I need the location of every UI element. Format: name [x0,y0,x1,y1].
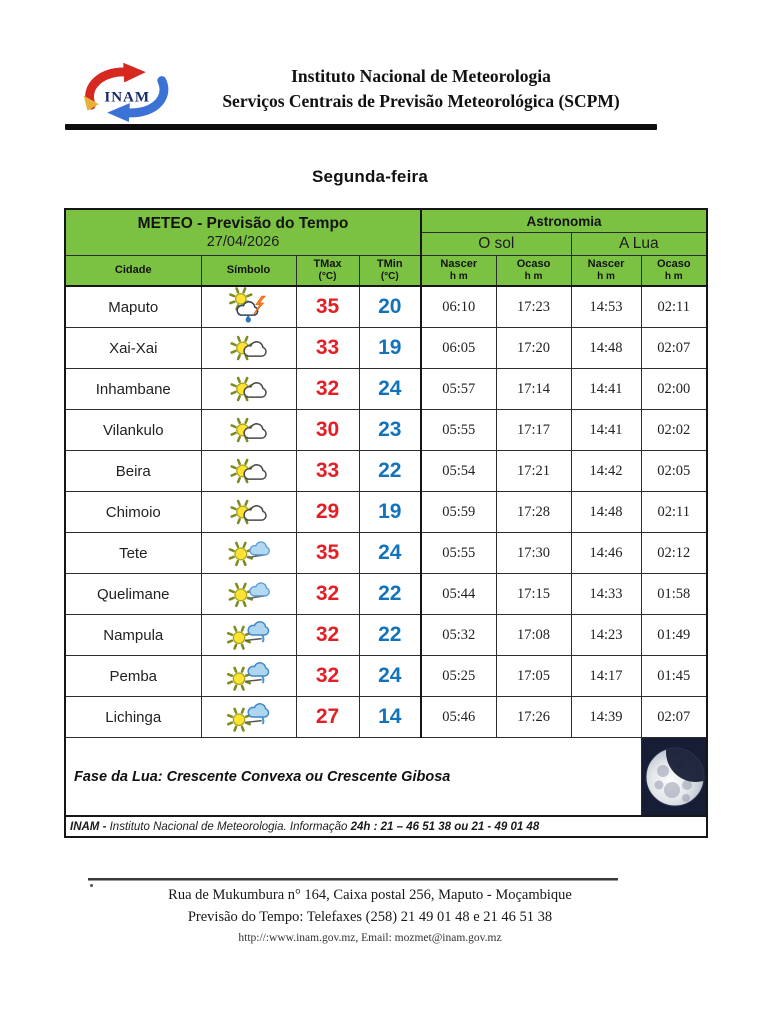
sun-set-cell: 17:30 [496,533,571,574]
table-row [65,369,707,410]
forecast-body [65,286,707,738]
info-bar [65,816,707,837]
tmin-cell: 19 [359,328,421,369]
sun-cloud-icon [202,492,296,532]
sun-rise-cell: 05:55 [421,533,496,574]
moon-rise-cell: 14:53 [571,286,641,328]
moon-set-cell: 02:11 [641,492,707,533]
sun-cloud-icon [202,328,296,368]
sun-rise-unit: h m [449,271,468,283]
city-cell: Pemba [65,656,201,697]
sun-set-label: Ocaso [516,258,551,271]
table-row [65,328,707,369]
col-header-tmin [359,256,421,287]
tmax-unit: (°C) [318,271,337,283]
sun-smallcloud-icon [202,533,296,573]
org-title-line1: Instituto Nacional de Meteorologia [291,66,551,86]
info-bar-phones: 24h : 21 – 46 51 38 ou 21 - 49 01 48 [350,820,540,833]
sun-set-unit: h m [524,271,543,283]
tmax-cell: 27 [296,697,359,738]
tmax-cell: 29 [296,492,359,533]
sun-rise-cell: 05:32 [421,615,496,656]
tmin-cell: 24 [359,656,421,697]
footer-divider [88,878,618,881]
tmin-cell: 24 [359,533,421,574]
moon-rise-cell: 14:17 [571,656,641,697]
moon-rise-label: Nascer [587,258,625,271]
moon-rise-unit: h m [597,271,615,283]
meteo-header-cell [65,209,421,256]
tmin-label: TMin [376,258,403,271]
city-cell: Beira [65,451,201,492]
table-row [65,451,707,492]
tmax-cell: 35 [296,286,359,328]
city-cell: Vilankulo [65,410,201,451]
footer-web-email: http://:www.inam.gov.mz, Email: mozmet@inam.gov.mz [238,931,502,944]
table-row [65,574,707,615]
col-header-moon-set [641,256,707,287]
table-row [65,492,707,533]
symbol-cell [201,574,296,615]
col-header-sun-rise [421,256,496,287]
moon-rise-cell: 14:48 [571,492,641,533]
moon-phase-text: Fase da Lua: Crescente Convexa ou Crescente Gibosa [65,738,641,817]
org-title [184,64,658,113]
city-cell: Inhambane [65,369,201,410]
moon-section-header: A Lua [571,233,707,256]
moon-rise-cell: 14:39 [571,697,641,738]
tmax-cell: 30 [296,410,359,451]
tmin-cell: 22 [359,574,421,615]
sun-smallcloud-icon [202,574,296,614]
sun-raincloud-icon [202,697,296,737]
header-divider [65,124,657,130]
city-cell: Lichinga [65,697,201,738]
moon-rise-cell: 14:23 [571,615,641,656]
tmin-cell: 24 [359,369,421,410]
tmax-cell: 35 [296,533,359,574]
sun-set-cell: 17:28 [496,492,571,533]
symbol-cell [201,697,296,738]
table-row [65,533,707,574]
moon-rise-cell: 14:48 [571,328,641,369]
moon-set-cell: 02:05 [641,451,707,492]
tmax-cell: 33 [296,328,359,369]
weekday-title: Segunda-feira [312,167,428,186]
city-cell: Xai-Xai [65,328,201,369]
symbol-cell [201,451,296,492]
inam-logo-icon [68,58,186,122]
sun-set-cell: 17:17 [496,410,571,451]
sun-rise-cell: 06:05 [421,328,496,369]
sun-raincloud-icon [202,656,296,696]
info-bar-middle: Instituto Nacional de Meteorologia. Informação [106,820,351,833]
col-header-city: Cidade [65,256,201,287]
tmax-cell: 32 [296,656,359,697]
city-cell: Maputo [65,286,201,328]
city-cell: Quelimane [65,574,201,615]
symbol-cell [201,328,296,369]
moon-rise-cell: 14:46 [571,533,641,574]
sun-raincloud-icon [202,615,296,655]
moon-set-cell: 02:02 [641,410,707,451]
tmax-cell: 33 [296,451,359,492]
tmin-cell: 14 [359,697,421,738]
sun-set-cell: 17:05 [496,656,571,697]
tmin-cell: 19 [359,492,421,533]
symbol-cell [201,615,296,656]
col-header-symbol: Símbolo [201,256,296,287]
moon-set-cell: 02:11 [641,286,707,328]
tmin-cell: 20 [359,286,421,328]
tmax-label: TMax [313,258,342,271]
col-header-tmax [296,256,359,287]
sun-set-cell: 17:08 [496,615,571,656]
sun-rise-label: Nascer [440,258,478,271]
moon-set-unit: h m [664,271,683,283]
sun-cloud-icon [202,369,296,409]
moon-phase-image [641,738,707,817]
city-cell: Chimoio [65,492,201,533]
forecast-date: 27/04/2026 [206,234,280,250]
col-header-sun-set [496,256,571,287]
document-footer [64,884,676,947]
forecast-head [65,209,707,286]
moon-rise-cell: 14:41 [571,410,641,451]
symbol-cell [201,656,296,697]
sun-set-cell: 17:14 [496,369,571,410]
moon-rise-cell: 14:41 [571,369,641,410]
info-bar-prefix: INAM - [70,820,107,833]
moon-set-cell: 02:00 [641,369,707,410]
sun-rise-cell: 05:57 [421,369,496,410]
sun-rise-cell: 05:25 [421,656,496,697]
moon-set-cell: 01:49 [641,615,707,656]
sun-cloud-icon [202,410,296,450]
table-row [65,615,707,656]
sun-section-header: O sol [421,233,571,256]
footer-phones: Previsão do Tempo: Telefaxes (258) 21 49 01 48 e 21 46 51 38 [187,909,553,926]
sun-cloud-icon [202,451,296,491]
moon-set-cell: 02:07 [641,697,707,738]
sun-rise-cell: 05:55 [421,410,496,451]
symbol-cell [201,410,296,451]
org-title-line2: Serviços Centrais de Previsão Meteorológica (SCPM) [222,90,620,111]
col-header-moon-rise [571,256,641,287]
sun-set-cell: 17:15 [496,574,571,615]
tmin-unit: (°C) [380,271,399,283]
moon-set-label: Ocaso [656,258,691,271]
moon-set-cell: 02:12 [641,533,707,574]
forecast-table [64,208,708,838]
sun-cloud-lightning-icon [202,287,296,327]
footer-address: Rua de Mukumbura n° 164, Caixa postal 256, Maputo - Moçambique [168,887,572,903]
sun-rise-cell: 06:10 [421,286,496,328]
city-cell: Nampula [65,615,201,656]
moon-set-cell: 01:58 [641,574,707,615]
tmin-cell: 22 [359,615,421,656]
sun-rise-cell: 05:59 [421,492,496,533]
moon-rise-cell: 14:42 [571,451,641,492]
sun-set-cell: 17:26 [496,697,571,738]
sun-set-cell: 17:23 [496,286,571,328]
symbol-cell [201,533,296,574]
logo-text: INAM [104,89,150,106]
sun-rise-cell: 05:54 [421,451,496,492]
moon-set-cell: 01:45 [641,656,707,697]
symbol-cell [201,369,296,410]
tmin-cell: 22 [359,451,421,492]
meteo-title: METEO - Previsão do Tempo [137,215,349,232]
document-header [64,58,658,120]
tmax-cell: 32 [296,615,359,656]
sun-set-cell: 17:21 [496,451,571,492]
table-row [65,286,707,328]
sun-rise-cell: 05:44 [421,574,496,615]
moon-set-cell: 02:07 [641,328,707,369]
tmax-cell: 32 [296,369,359,410]
tmin-cell: 23 [359,410,421,451]
astronomia-header-cell: Astronomia [421,209,707,233]
forecast-foot [65,738,707,838]
sun-set-cell: 17:20 [496,328,571,369]
sun-rise-cell: 05:46 [421,697,496,738]
symbol-cell [201,492,296,533]
symbol-cell [201,286,296,328]
table-row [65,697,707,738]
tmax-cell: 32 [296,574,359,615]
table-row [65,410,707,451]
table-row [65,656,707,697]
city-cell: Tete [65,533,201,574]
moon-rise-cell: 14:33 [571,574,641,615]
